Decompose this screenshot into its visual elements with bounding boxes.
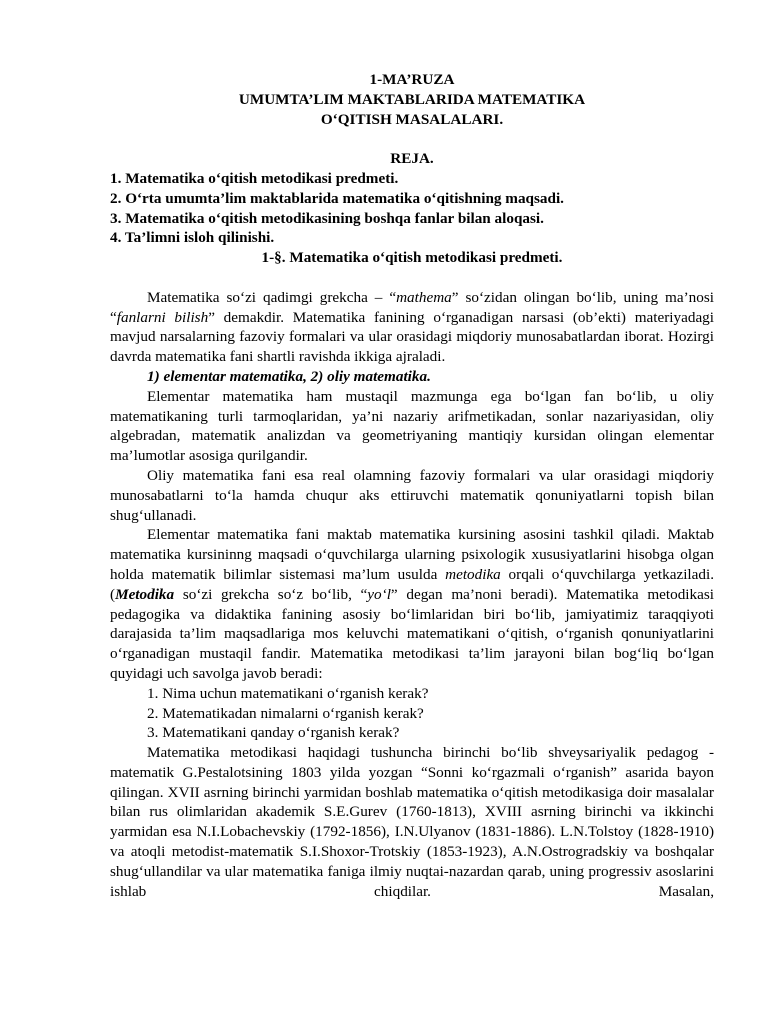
text-run: ” demakdir. Matematika fanining o‘rganadigan narsasi (ob’ekti) materiyadagi mavjud narsalarning fazoviy formalari va ular orasidagi miqdoriy munosabatlardan iborat. Hozirgi davrda matematika fani shartli ravishda ikkiga ajraladi. bbox=[110, 308, 714, 366]
text-run: so‘zi grekcha so‘z bo‘lib, “ bbox=[174, 585, 368, 603]
plan-item-3: 3. Matematika o‘qitish metodikasining boshqa fanlar bilan aloqasi. bbox=[110, 209, 544, 227]
question-1: 1. Nima uchun matematikani o‘rganish kerak? bbox=[147, 684, 429, 702]
italic-term: mathema bbox=[396, 288, 452, 306]
spacer bbox=[110, 129, 714, 149]
plan-item-4: 4. Ta’limni isloh qilinishi. bbox=[110, 229, 275, 247]
bold-italic-term: Metodika bbox=[115, 585, 175, 603]
text-run: orqali o‘quvchilarga yetkaziladi. ( bbox=[110, 565, 714, 603]
paragraph-4: Oliy matematika fani esa real olamning fazoviy formalari va ular orasidagi miqdoriy munosabatlarni to‘la hamda chuqur aks ettiruvchi matematik qonuniyatlarni topish bilan shug‘ullanadi. bbox=[110, 466, 714, 524]
italic-term: metodika bbox=[445, 565, 501, 583]
title-block bbox=[110, 70, 714, 129]
paragraph-1 bbox=[110, 288, 714, 367]
plan-item-1: 1. Matematika o‘qitish metodikasi predmeti. bbox=[110, 169, 399, 187]
paragraph-6: Matematika metodikasi haqidagi tushuncha birinchi bo‘lib shveysariyalik pedagog - matematik G.Pestalotsining 1803 yilda yozgan “Sonni ko‘rgazmali o‘rganish” asarida bayon qilingan. XVII asrning birinchi yarmidan boshlab matematika o‘qitish metodikasiga doir masalalar bilan rus olimlaridan akademik S.E.Gurev (1760-1813), XVIII asrning birinchi va ikkinchi yarmidan esa N.I.Lobachevskiy (1792-1856), I.N.Ulyanov (1831-1886). L.N.Tolstoy (1828-1910) va atoqli metodist-matematik S.I.Shoxor-Trotskiy (1853-1923), A.N.Ostrogradskiy va boshqalar shug‘ullandilar va ular matematika faniga ilmiy nuqtai-nazardan qarab, uning progressiv asoslarini ishlab chiqdilar. Masalan, bbox=[110, 744, 714, 900]
text-run: ” so‘zidan olingan bo‘lib, uning ma’nosi “ bbox=[110, 288, 714, 326]
title-line-2: O‘QITISH MASALALARI. bbox=[320, 110, 504, 128]
question-2: 2. Matematikadan nimalarni o‘rganish kerak? bbox=[147, 704, 424, 722]
paragraph-5 bbox=[110, 525, 714, 683]
section-title: 1-§. Matematika o‘qitish metodikasi predmeti. bbox=[261, 249, 563, 267]
lecture-number: 1-MA’RUZA bbox=[369, 71, 455, 88]
title-line-1: UMUMTA’LIM MAKTABLARIDA MATEMATIKA bbox=[238, 90, 586, 108]
text-run: Matematika so‘zi qadimgi grekcha – “ bbox=[147, 288, 397, 306]
text-run: Elementar matematika fani maktab matematika kursining asosini tashkil qiladi. Maktab matematika kursininng maqsadi o‘quvchilarga ularning psixologik xususiyatlarini hisobga olgan holda matematik bilimlar sistemasi ma’lum usulda bbox=[110, 526, 714, 583]
text-run: ” degan ma’noni beradi). Matematika metodikasi pedagogika va didaktika fanining asosiy bo‘limlaridan biri bo‘lib, jamiyatimiz taraqqiyoti darajasida ta’lim maqsadlariga mos keluvchi matematikani o‘qitish, o‘rganish qonuniyatlarini o‘rganadigan mustaqil fandir. Matematika metodikasi ta’lim jarayoni bilan bog‘liq bo‘lgan quyidagi uch savolga javob beradi: bbox=[110, 585, 714, 682]
italic-term: yo‘l bbox=[367, 585, 391, 603]
paragraph-3: Elementar matematika ham mustaqil mazmunga ega bo‘lgan fan bo‘lib, u oliy matematikaning turli tarmoqlaridan, ya’ni nazariy arifmetikadan, sonlar nazariyasidan, oliy algebradan, matematik analizdan va geometriyaning mantiqiy kursidan olingan elementar ma’lumotlar asosiga qurilgandir. bbox=[110, 387, 714, 465]
paragraph-2 bbox=[110, 367, 714, 387]
spacer bbox=[110, 268, 714, 288]
plan-heading: REJA. bbox=[390, 150, 434, 168]
question-3: 3. Matematikani qanday o‘rganish kerak? bbox=[147, 724, 400, 742]
italic-term: fanlarni bilish bbox=[116, 308, 209, 326]
plan-item-2: 2. O‘rta umumta’lim maktablarida matematika o‘qitishning maqsadi. bbox=[110, 189, 564, 207]
bold-italic-text: 1) elementar matematika, 2) oliy matematika. bbox=[147, 367, 431, 385]
